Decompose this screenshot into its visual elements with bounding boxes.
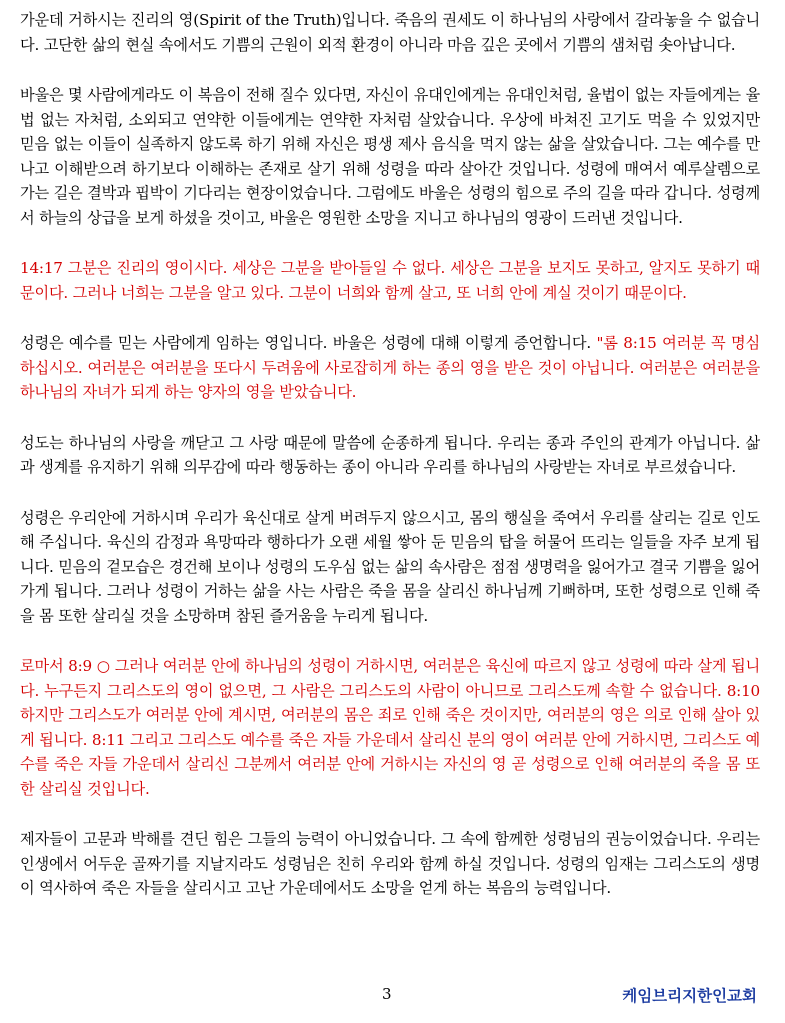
paragraph-text: 성령은 예수를 믿는 사람에게 임하는 영입니다. 바울은 성령에 대해 이렇게 증언합니다. <box>20 334 597 352</box>
scripture-john-14-17 <box>20 256 760 305</box>
paragraph-holy-spirit-love <box>20 8 760 57</box>
scripture-text: 로마서 8:9 ○ 그러나 여러분 안에 하나님의 성령이 거하시면, 여러분은 육신에 따르지 않고 성령에 따라 살게 됩니다. 누구든지 그리스도의 영이 없으면, 그 사람은 그리스도의 사람이 아니므로 그리스도께 속할 수 없습니다. 8:10 하지만 그리스도가 여러분 안에 계시면, 여러분의 몸은 죄로 인해 죽은 것이지만, 여러분의 영은 의로 인해 살아 있게 됩니다. 8:11 그리고 그리스도 예수를 죽은 자들 가운데서 살리신 분의 영이 여러분 안에 거하시면, 그리스도 예수를 죽은 자들 가운데서 살리신 그분께서 여러분 안에 거하시는 자신의 영 곧 성령으로 인해 여러분의 죽을 몸 또한 살리실 것입니다. <box>20 657 760 798</box>
paragraph-paul-gospel <box>20 83 760 230</box>
paragraph-spirit-dwells <box>20 506 760 629</box>
document-body <box>20 8 760 927</box>
paragraph-disciples-power <box>20 827 760 901</box>
paragraph-text: 성도는 하나님의 사랑을 깨닫고 그 사랑 때문에 말씀에 순종하게 됩니다. 우리는 종과 주인의 관계가 아닙니다. 삶과 생계를 유지하기 위해 의무감에 따라 행동하는 종이 아니라 우리를 하나님의 사랑받는 자녀로 부르셨습니다. <box>20 433 760 476</box>
paragraph-spirit-adoption <box>20 331 760 405</box>
scripture-text: "롬 8:15 여러분 꼭 명심하십시오. 여러분은 여러분을 또다시 두려움에 사로잡히게 하는 종의 영을 받은 것이 아닙니다. 여러분은 여러분을 하나님의 자녀가 되게 하는 양자의 영을 받았습니다. <box>20 334 760 401</box>
paragraph-children-of-god <box>20 431 760 480</box>
paragraph-text: 성령은 우리안에 거하시며 우리가 육신대로 살게 버려두지 않으시고, 몸의 행실을 죽여서 우리를 살리는 길로 인도해 주십니다. 육신의 감정과 욕망따라 행하다가 오랜 세월 쌓아 둔 믿음의 탑을 허물어 뜨리는 일들을 자주 보게 됩니다. 믿음의 겉모습은 경건해 보이나 성령의 도우심 없는 삶의 속사람은 점점 생명력을 잃어가고 결국 기쁨을 잃어가게 됩니다. 그러나 성령이 거하는 삶을 사는 사람은 죽을 몸을 살리신 하나님께 기뻐하며, 또한 성령으로 인해 죽을 몸 또한 살리실 것을 소망하며 참된 즐거움을 누리게 됩니다. <box>20 508 760 625</box>
scripture-text: 14:17 그분은 진리의 영이시다. 세상은 그분을 받아들일 수 없다. 세상은 그분을 보지도 못하고, 알지도 못하기 때문이다. 그러나 너희는 그분을 알고 있다. 그분이 너희와 함께 살고, 또 너희 안에 계실 것이기 때문이다. <box>20 259 760 302</box>
page-number: 3 <box>382 985 392 1003</box>
paragraph-text: 제자들이 고문과 박해를 견딘 힘은 그들의 능력이 아니었습니다. 그 속에 함께한 성령님의 권능이었습니다. 우리는 인생에서 어두운 골짜기를 지날지라도 성령님은 친히 우리와 함께 하실 것입니다. 성령의 임재는 그리스도의 생명이 역사하여 죽은 자들을 살리시고 고난 가운데에서도 소망을 얻게 하는 복음의 능력입니다. <box>20 830 760 897</box>
paragraph-text: 바울은 몇 사람에게라도 이 복음이 전해 질수 있다면, 자신이 유대인에게는 유대인처럼, 율법이 없는 자들에게는 율법 없는 자처럼, 소외되고 연약한 이들에게는 연약한 자처럼 살았습니다. 우상에 바쳐진 고기도 먹을 수 있었지만 믿음 없는 이들이 실족하지 않도록 하기 위해 자신은 평생 제사 음식을 먹지 않는 삶을 살았습니다. 그는 예수를 만나고 이해받으려 하기보다 이해하는 존재로 살기 위해 성령을 따라 살아간 것입니다. 성령에 매여서 예루살렘으로 가는 길은 결박과 핍박이 기다리는 현장이었습니다. 그럼에도 바울은 성령의 힘으로 주의 길을 따라 갑니다. 성령께서 하늘의 상급을 보게 하셨을 것이고, 바울은 영원한 소망을 지니고 하나님의 영광이 드러낸 것입니다. <box>20 86 760 227</box>
church-name: 케임브리지한인교회 <box>622 987 757 1005</box>
paragraph-text: 가운데 거하시는 진리의 영(Spirit of the Truth)입니다. 죽음의 권세도 이 하나님의 사랑에서 갈라놓을 수 없습니다. 고단한 삶의 현실 속에서도 기쁨의 근원이 외적 환경이 아니라 마음 깊은 곳에서 기쁨의 샘처럼 솟아납니다. <box>20 11 760 54</box>
scripture-romans-8-9-11 <box>20 654 760 801</box>
